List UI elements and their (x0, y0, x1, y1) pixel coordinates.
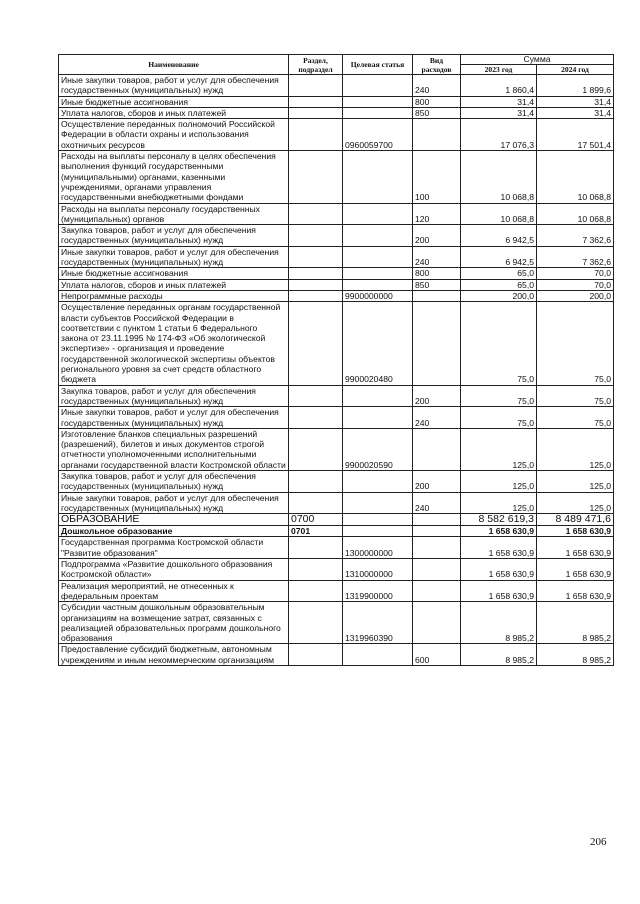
row-kind (413, 580, 461, 602)
row-sum-2024: 1 658 630,9 (537, 580, 614, 602)
row-target (343, 470, 413, 492)
row-kind: 240 (413, 407, 461, 429)
row-sum-2024: 70,0 (537, 279, 614, 290)
row-target (343, 526, 413, 537)
row-target: 0960059700 (343, 119, 413, 151)
table-row (59, 537, 614, 559)
row-target (343, 96, 413, 107)
row-sum-2024: 8 985,2 (537, 602, 614, 644)
row-target (343, 492, 413, 514)
page-number: 206 (590, 836, 607, 848)
row-section (289, 602, 343, 644)
row-section (289, 151, 343, 203)
col-name-header: Наименование (59, 55, 289, 75)
row-target (343, 75, 413, 97)
table-row (59, 602, 614, 644)
row-name: Предоставление субсидий бюджетным, автономным учреждениям и иным некоммерческим организациям (59, 644, 289, 666)
row-sum-2023: 6 942,5 (461, 246, 537, 268)
row-target (343, 644, 413, 666)
row-sum-2023: 125,0 (461, 492, 537, 514)
row-name: Осуществление переданных полномочий Российской Федерации в области охраны и использования охотничьих ресурсов (59, 119, 289, 151)
row-section (289, 268, 343, 279)
row-section (289, 559, 343, 581)
row-name: Иные закупки товаров, работ и услуг для обеспечения государственных (муниципальных) нужд (59, 246, 289, 268)
header-row (59, 55, 614, 65)
row-kind: 800 (413, 96, 461, 107)
row-sum-2023: 17 076,3 (461, 119, 537, 151)
row-sum-2024: 75,0 (537, 385, 614, 407)
row-section (289, 407, 343, 429)
row-section (289, 385, 343, 407)
row-sum-2024: 1 658 630,9 (537, 526, 614, 537)
row-target (343, 151, 413, 203)
row-kind: 120 (413, 203, 461, 225)
row-kind (413, 428, 461, 470)
table-row (59, 107, 614, 118)
row-sum-2024: 1 658 630,9 (537, 559, 614, 581)
table-row (59, 302, 614, 385)
row-name: ОБРАЗОВАНИЕ (59, 514, 289, 526)
row-name: Закупка товаров, работ и услуг для обеспечения государственных (муниципальных) нужд (59, 385, 289, 407)
table-row (59, 580, 614, 602)
row-section (289, 428, 343, 470)
row-kind: 240 (413, 75, 461, 97)
row-name: Расходы на выплаты персоналу в целях обеспечения выполнения функций государственными (муниципальными) органами, казенными учреждениями, органами управления государственными внебюджетными фондами (59, 151, 289, 203)
row-section (289, 537, 343, 559)
row-target: 1300000000 (343, 537, 413, 559)
row-name: Закупка товаров, работ и услуг для обеспечения государственных (муниципальных) нужд (59, 225, 289, 247)
row-kind: 850 (413, 107, 461, 118)
row-kind (413, 514, 461, 526)
row-sum-2024: 8 985,2 (537, 644, 614, 666)
row-section (289, 225, 343, 247)
row-sum-2024: 200,0 (537, 290, 614, 301)
row-sum-2023: 31,4 (461, 96, 537, 107)
row-kind: 200 (413, 225, 461, 247)
row-target (343, 268, 413, 279)
row-target: 1319900000 (343, 580, 413, 602)
row-name: Иные закупки товаров, работ и услуг для обеспечения государственных (муниципальных) нужд (59, 75, 289, 97)
row-target (343, 514, 413, 526)
row-name: Изготовление бланков специальных разрешений (разрешений), билетов и иных документов строгой отчетности уполномоченными исполнительными органами государственной власти Костромской области (59, 428, 289, 470)
row-sum-2023: 1 658 630,9 (461, 526, 537, 537)
table-row (59, 119, 614, 151)
row-sum-2023: 75,0 (461, 385, 537, 407)
row-kind (413, 119, 461, 151)
table-row (59, 644, 614, 666)
row-kind (413, 559, 461, 581)
table-row (59, 151, 614, 203)
table-row (59, 428, 614, 470)
row-name: Государственная программа Костромской области "Развитие образования" (59, 537, 289, 559)
row-kind: 850 (413, 279, 461, 290)
row-name: Дошкольное образование (59, 526, 289, 537)
row-sum-2024: 125,0 (537, 428, 614, 470)
table-row (59, 470, 614, 492)
row-kind: 100 (413, 151, 461, 203)
row-kind: 240 (413, 492, 461, 514)
row-kind (413, 290, 461, 301)
row-sum-2023: 6 942,5 (461, 225, 537, 247)
row-kind (413, 602, 461, 644)
table-row (59, 290, 614, 301)
row-sum-2023: 65,0 (461, 279, 537, 290)
row-sum-2024: 10 068,8 (537, 203, 614, 225)
table-row (59, 75, 614, 97)
row-target (343, 279, 413, 290)
row-target (343, 385, 413, 407)
row-sum-2024: 7 362,6 (537, 225, 614, 247)
row-name: Иные бюджетные ассигнования (59, 96, 289, 107)
col-sum-header: Сумма (461, 55, 614, 65)
row-target: 9900020480 (343, 302, 413, 385)
col-2023-header: 2023 год (461, 65, 537, 75)
row-section: 0701 (289, 526, 343, 537)
row-name: Иные закупки товаров, работ и услуг для обеспечения государственных (муниципальных) нужд (59, 407, 289, 429)
row-kind: 200 (413, 470, 461, 492)
row-section (289, 119, 343, 151)
row-section (289, 203, 343, 225)
row-sum-2023: 200,0 (461, 290, 537, 301)
row-sum-2023: 1 658 630,9 (461, 537, 537, 559)
row-sum-2023: 8 985,2 (461, 644, 537, 666)
row-section (289, 107, 343, 118)
table-row (59, 268, 614, 279)
row-sum-2023: 75,0 (461, 302, 537, 385)
table-row (59, 96, 614, 107)
row-sum-2023: 31,4 (461, 107, 537, 118)
row-sum-2024: 8 489 471,6 (537, 514, 614, 526)
row-target (343, 225, 413, 247)
row-sum-2024: 10 068,8 (537, 151, 614, 203)
row-kind (413, 526, 461, 537)
row-kind (413, 537, 461, 559)
row-sum-2023: 10 068,8 (461, 203, 537, 225)
row-sum-2023: 1 658 630,9 (461, 580, 537, 602)
row-sum-2024: 125,0 (537, 492, 614, 514)
row-section (289, 75, 343, 97)
row-sum-2023: 8 582 619,3 (461, 514, 537, 526)
row-target: 1310000000 (343, 559, 413, 581)
row-kind: 240 (413, 246, 461, 268)
row-kind (413, 302, 461, 385)
table-row (59, 225, 614, 247)
row-sum-2024: 75,0 (537, 407, 614, 429)
row-sum-2023: 125,0 (461, 428, 537, 470)
row-sum-2023: 1 860,4 (461, 75, 537, 97)
row-target: 1319960390 (343, 602, 413, 644)
row-name: Иные бюджетные ассигнования (59, 268, 289, 279)
row-section (289, 96, 343, 107)
row-name: Уплата налогов, сборов и иных платежей (59, 107, 289, 118)
row-sum-2024: 125,0 (537, 470, 614, 492)
row-sum-2023: 125,0 (461, 470, 537, 492)
row-section: 0700 (289, 514, 343, 526)
row-sum-2024: 70,0 (537, 268, 614, 279)
row-kind: 800 (413, 268, 461, 279)
table-row (59, 246, 614, 268)
row-name: Осуществление переданных органам государственной власти субъектов Российской Федерации в соответствии с пунктом 1 статьи 6 Федерального закона от 23.11.1995 № 174-ФЗ «Об экологической экспертизе» - организация и проведение государственной экологической экспертизы объектов регионального уровня за счет средств областного бюджета (59, 302, 289, 385)
row-section (289, 302, 343, 385)
table-row (59, 279, 614, 290)
table-row (59, 407, 614, 429)
table-row (59, 514, 614, 526)
row-sum-2023: 10 068,8 (461, 151, 537, 203)
row-name: Реализация мероприятий, не отнесенных к федеральным проектам (59, 580, 289, 602)
row-sum-2023: 75,0 (461, 407, 537, 429)
row-name: Расходы на выплаты персоналу государственных (муниципальных) органов (59, 203, 289, 225)
row-sum-2024: 1 658 630,9 (537, 537, 614, 559)
row-sum-2023: 65,0 (461, 268, 537, 279)
budget-table (58, 54, 614, 666)
row-section (289, 580, 343, 602)
row-sum-2024: 75,0 (537, 302, 614, 385)
row-sum-2024: 31,4 (537, 96, 614, 107)
row-name: Закупка товаров, работ и услуг для обеспечения государственных (муниципальных) нужд (59, 470, 289, 492)
table-row (59, 203, 614, 225)
row-sum-2023: 8 985,2 (461, 602, 537, 644)
row-section (289, 279, 343, 290)
table-row (59, 559, 614, 581)
row-sum-2024: 7 362,6 (537, 246, 614, 268)
budget-table-page (58, 54, 613, 666)
col-2024-header: 2024 год (537, 65, 614, 75)
table-row (59, 492, 614, 514)
row-section (289, 290, 343, 301)
col-target-header: Целевая статья (343, 55, 413, 75)
col-section-header: Раздел, подраздел (289, 55, 343, 75)
row-target (343, 203, 413, 225)
row-sum-2023: 1 658 630,9 (461, 559, 537, 581)
col-kind-header: Вид расходов (413, 55, 461, 75)
row-sum-2024: 31,4 (537, 107, 614, 118)
row-target (343, 246, 413, 268)
table-row (59, 526, 614, 537)
row-kind: 200 (413, 385, 461, 407)
row-target: 9900020590 (343, 428, 413, 470)
row-name: Субсидии частным дошкольным образовательным организациям на возмещение затрат, связанных с реализацией образовательных программ дошкольного образования (59, 602, 289, 644)
row-target (343, 107, 413, 118)
row-section (289, 246, 343, 268)
row-section (289, 492, 343, 514)
row-name: Иные закупки товаров, работ и услуг для обеспечения государственных (муниципальных) нужд (59, 492, 289, 514)
table-row (59, 385, 614, 407)
row-section (289, 644, 343, 666)
row-sum-2024: 1 899,6 (537, 75, 614, 97)
row-sum-2024: 17 501,4 (537, 119, 614, 151)
row-name: Уплата налогов, сборов и иных платежей (59, 279, 289, 290)
row-target: 9900000000 (343, 290, 413, 301)
row-name: Подпрограмма «Развитие дошкольного образования Костромской области» (59, 559, 289, 581)
row-name: Непрограммные расходы (59, 290, 289, 301)
row-section (289, 470, 343, 492)
row-kind: 600 (413, 644, 461, 666)
row-target (343, 407, 413, 429)
